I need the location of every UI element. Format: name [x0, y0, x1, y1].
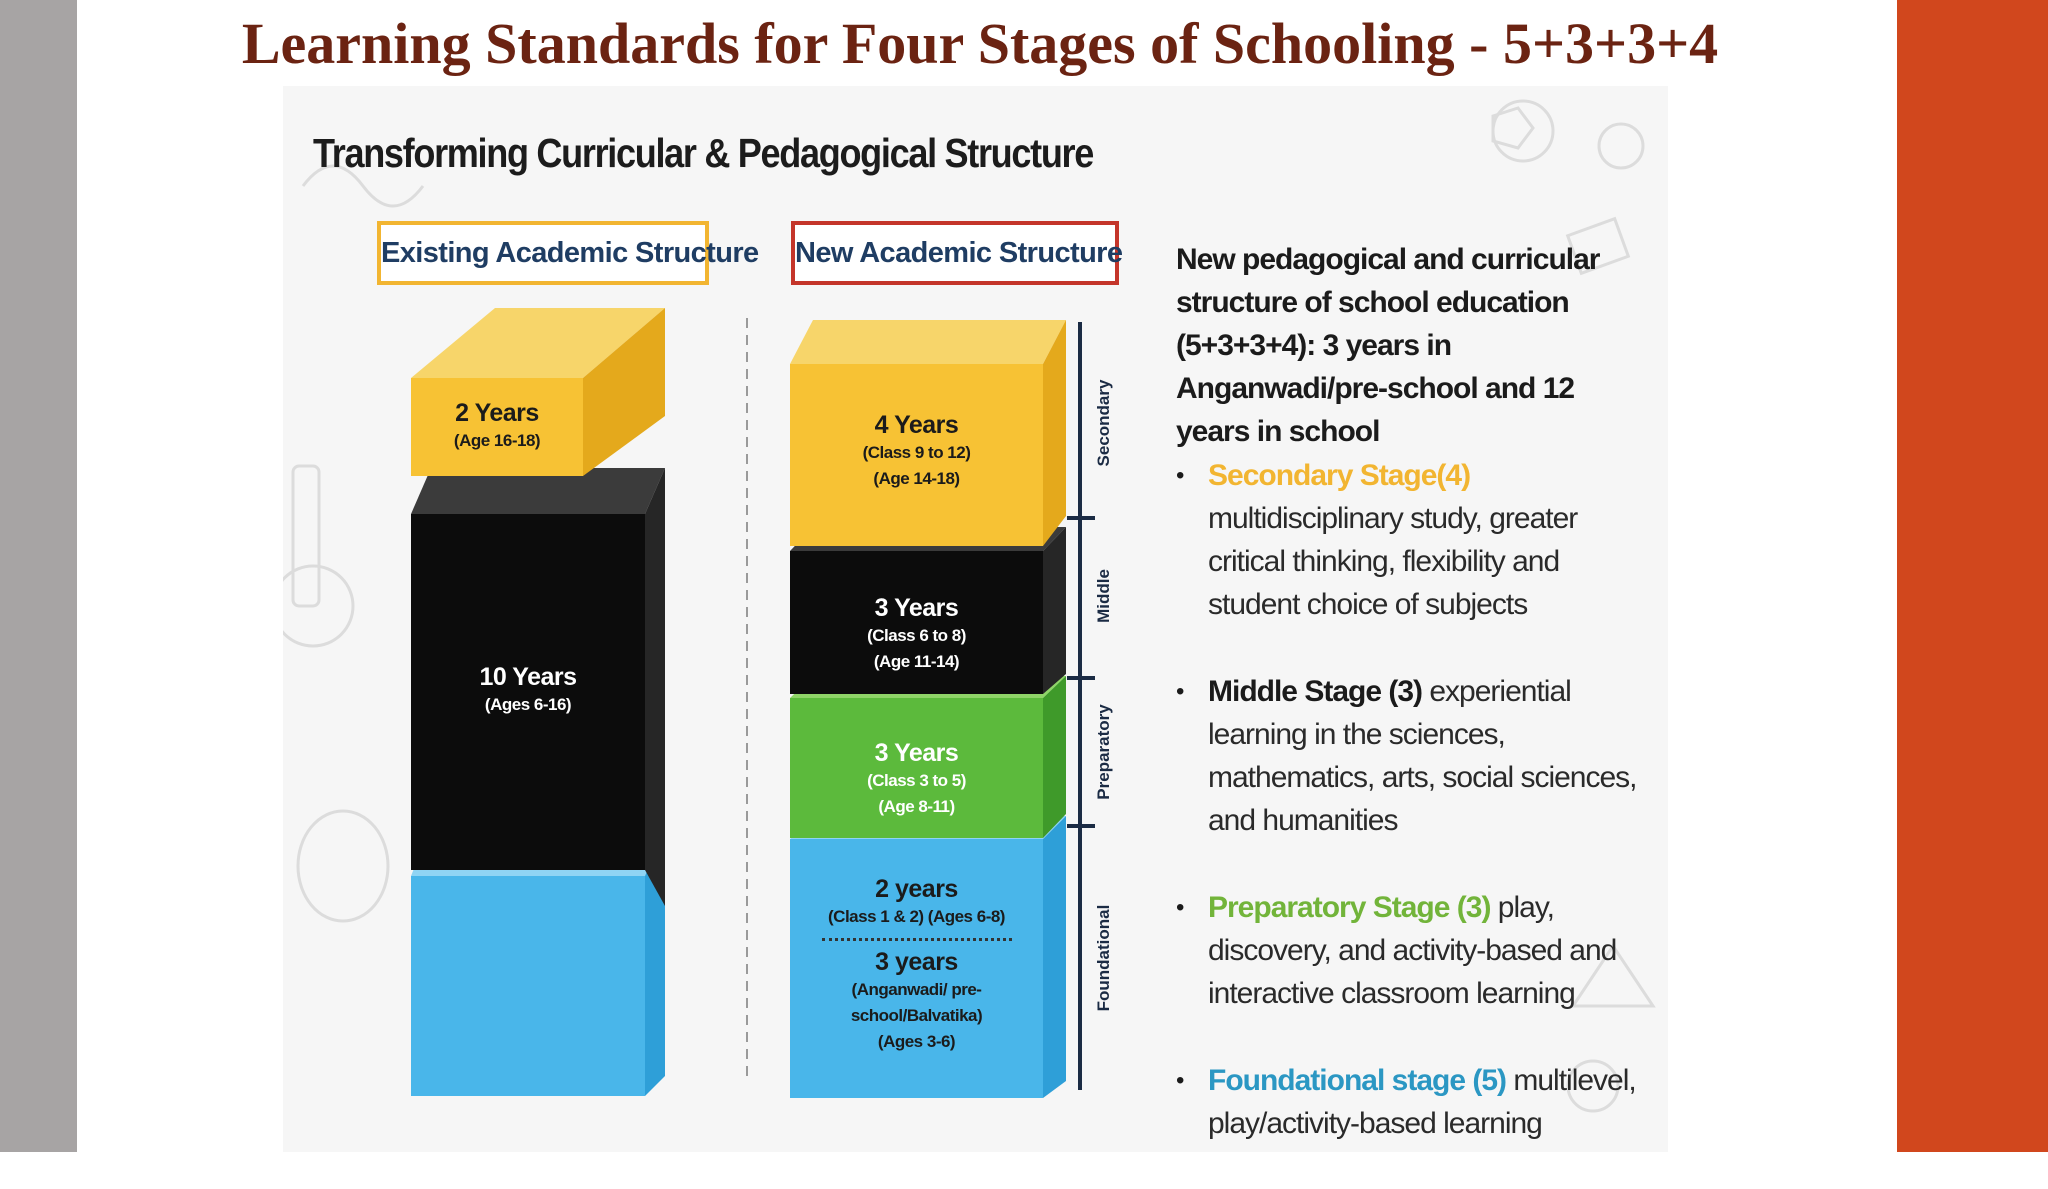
left-decor-bar	[0, 0, 77, 1152]
infographic-panel	[283, 86, 1668, 1152]
foundational-lower-line1: (Anganwadi/ pre-	[851, 980, 982, 999]
bullet-foundational	[1176, 1059, 1656, 1145]
stage-label-preparatory: Preparatory	[1094, 704, 1113, 800]
foundational-lower-years: 3 years	[875, 948, 958, 976]
middle-age: (Age 11-14)	[873, 652, 960, 671]
preparatory-class: (Class 3 to 5)	[867, 771, 966, 790]
secondary-block-text	[790, 410, 1043, 492]
bullet-secondary-name: Secondary Stage(4)	[1208, 459, 1471, 492]
bullet-preparatory-text: play, discovery, and activity-based and interactive classroom learning	[1208, 891, 1617, 1010]
existing-structure-header: Existing Academic Structure	[377, 221, 709, 285]
stage-label-foundational: Foundational	[1094, 904, 1113, 1012]
infographic-title: Transforming Curricular & Pedagogical Structure	[313, 130, 1094, 176]
secondary-age: (Age 14-18)	[873, 469, 960, 488]
existing-2-years-label: 2 Years	[455, 399, 539, 427]
right-accent-bar	[1897, 0, 2048, 1152]
secondary-class: (Class 9 to 12)	[862, 443, 971, 462]
bullet-secondary	[1176, 454, 1656, 626]
bullet-middle-name: Middle Stage (3)	[1208, 675, 1423, 708]
existing-10-years-text	[411, 662, 645, 718]
middle-years: 3 Years	[874, 594, 959, 622]
bullet-dot-icon: •	[1176, 894, 1184, 921]
secondary-years: 4 Years	[874, 411, 959, 439]
foundational-lower-line2: school/Balvatika)	[850, 1006, 983, 1025]
existing-10-years-age: (Ages 6-16)	[484, 695, 572, 714]
preparatory-block-text	[790, 738, 1043, 820]
middle-block-text	[790, 593, 1043, 675]
stage-axis	[1067, 322, 1095, 1090]
bullet-dot-icon: •	[1176, 678, 1184, 705]
bullet-preparatory-name: Preparatory Stage (3)	[1208, 891, 1491, 924]
bullet-dot-icon: •	[1176, 462, 1184, 489]
bullet-foundational-text: multilevel, play/activity-based learning	[1208, 1064, 1636, 1140]
bullet-preparatory	[1176, 886, 1656, 1015]
stage-label-secondary: Secondary	[1094, 379, 1113, 467]
bullet-middle-text: experiential learning in the sciences, mathematics, arts, social sciences, and humanities	[1208, 675, 1637, 837]
bullet-dot-icon: •	[1176, 1067, 1184, 1094]
existing-10-years-label: 10 Years	[479, 663, 577, 691]
structure-description: New pedagogical and curricular structure of school education (5+3+3+4): 3 years in Anganwadi/pre-school and 12 years in school	[1176, 243, 1600, 448]
stage-bullet-list	[1176, 454, 1656, 1189]
existing-2-years-text	[411, 398, 583, 454]
bullet-middle	[1176, 670, 1656, 842]
bullet-foundational-name: Foundational stage (5)	[1208, 1064, 1507, 1097]
preparatory-age: (Age 8-11)	[878, 797, 955, 816]
slide-title: Learning Standards for Four Stages of Schooling - 5+3+3+4	[241, 11, 1719, 76]
stage-label-middle: Middle	[1094, 569, 1113, 623]
foundational-block-text	[790, 874, 1043, 1055]
preparatory-years: 3 Years	[874, 739, 959, 767]
middle-class: (Class 6 to 8)	[867, 626, 966, 645]
foundational-lower-line3: (Ages 3-6)	[877, 1032, 956, 1051]
existing-2-years-age: (Age 16-18)	[453, 431, 541, 450]
foundational-upper-detail: (Class 1 & 2) (Ages 6-8)	[828, 907, 1005, 926]
foundational-separator	[822, 938, 1012, 941]
bullet-secondary-text: multidisciplinary study, greater critical thinking, flexibility and student choice of subjects	[1208, 502, 1578, 621]
foundational-upper-years: 2 years	[875, 875, 958, 903]
new-structure-header: New Academic Structure	[791, 221, 1119, 285]
